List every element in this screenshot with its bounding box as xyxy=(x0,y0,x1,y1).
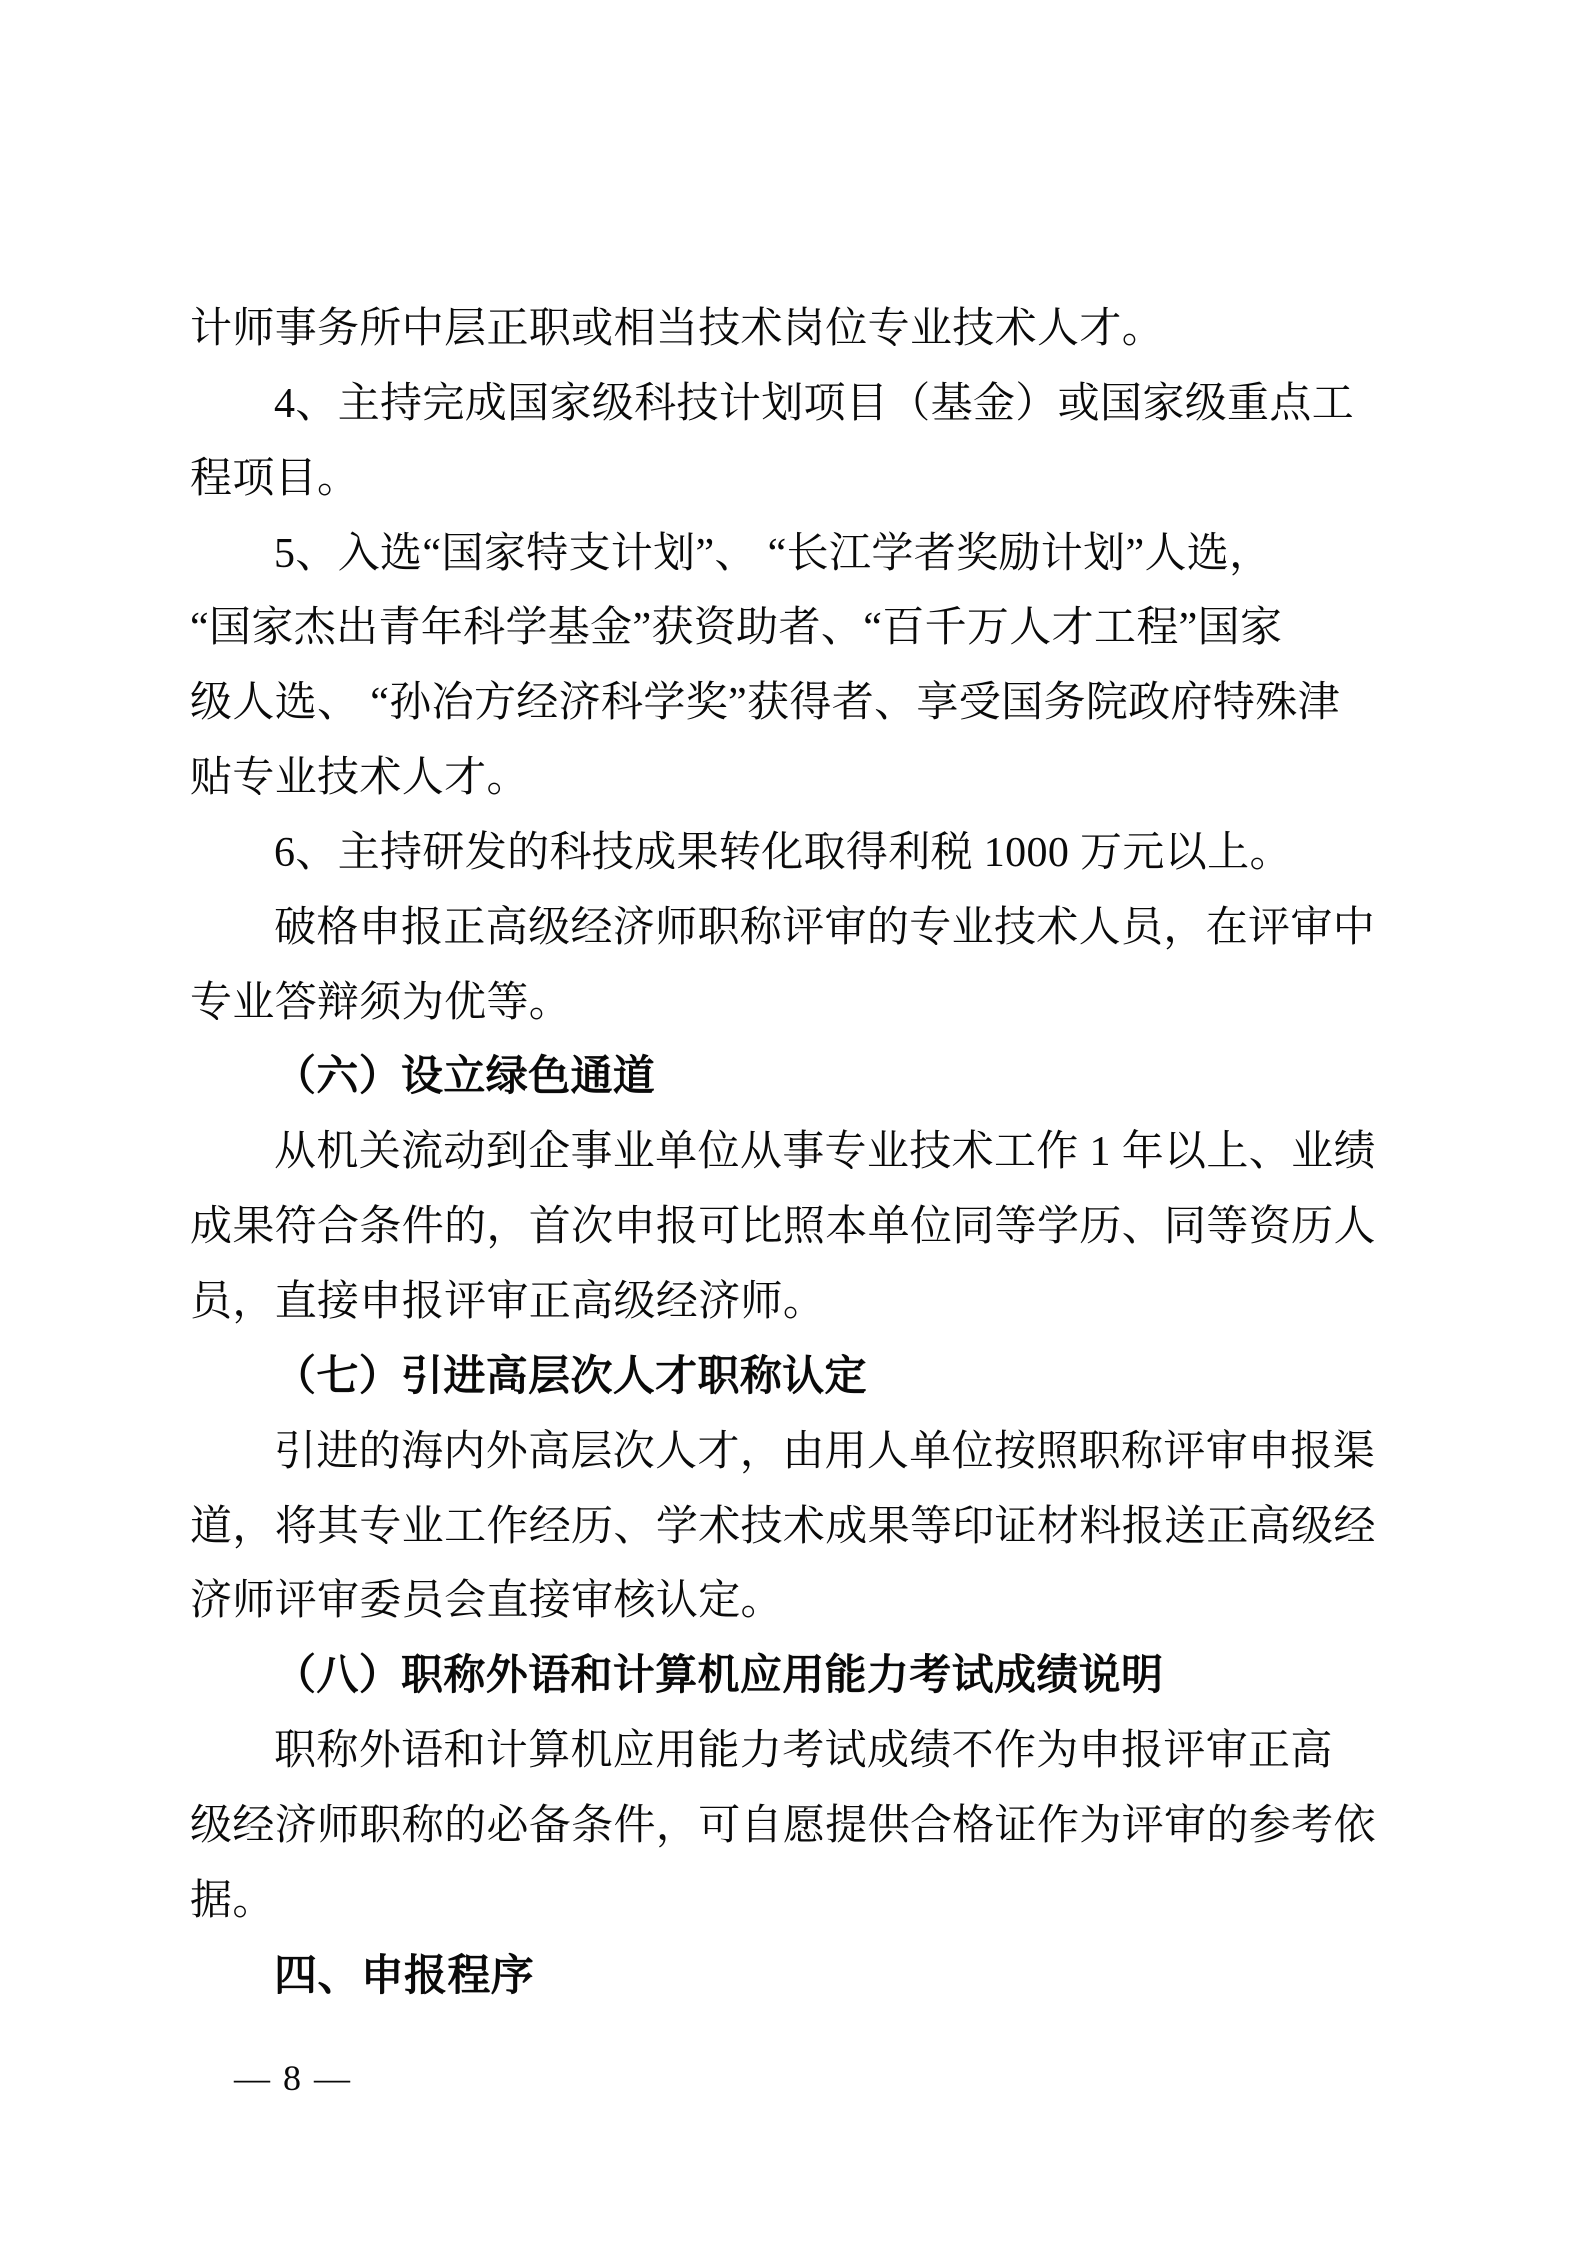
text-line: 成果符合条件的，首次申报可比照本单位同等学历、同等资历人 xyxy=(190,1204,1376,1251)
section-heading-line: 四、申报程序 xyxy=(274,1951,535,2000)
text-line: 破格申报正高级经济师职称评审的专业技术人员，在评审中 xyxy=(274,904,1376,951)
text-line: 引进的海内外高层次人才，由用人单位按照职称评审申报渠 xyxy=(274,1428,1376,1475)
text-line: 济师评审委员会直接审核认定。 xyxy=(190,1578,783,1625)
text-line: “国家杰出青年科学基金”获资助者、“百千万人才工程”国家 xyxy=(190,605,1283,652)
text-line: 从机关流动到企事业单位从事专业技术工作 1 年以上、业绩 xyxy=(274,1129,1376,1176)
section-heading-line: （八）职称外语和计算机应用能力考试成绩说明 xyxy=(274,1653,1164,1700)
text-line: 4、主持完成国家级科技计划项目（基金）或国家级重点工 xyxy=(274,380,1355,427)
document-body xyxy=(190,292,1450,2013)
text-line: 贴专业技术人才。 xyxy=(190,755,529,802)
text-line: 级人选、 “孙冶方经济科学奖”获得者、享受国务院政府特殊津 xyxy=(190,680,1340,727)
section-heading-line: （七）引进高层次人才职称认定 xyxy=(274,1353,867,1400)
text-line: 程项目。 xyxy=(190,455,360,502)
text-line: 专业答辩须为优等。 xyxy=(190,979,572,1026)
text-line: 员，直接申报评审正高级经济师。 xyxy=(190,1278,826,1325)
text-line: 5、入选“国家特支计划”、 “长江学者奖励计划”人选， xyxy=(274,530,1272,577)
text-line: 计师事务所中层正职或相当技术岗位专业技术人才。 xyxy=(190,306,1165,352)
text-line: 级经济师职称的必备条件，可自愿提供合格证作为评审的参考依 xyxy=(190,1802,1376,1849)
page-number: — 8 — xyxy=(234,2058,352,2098)
section-heading-line: （六）设立绿色通道 xyxy=(274,1054,656,1101)
text-line: 6、主持研发的科技成果转化取得利税 1000 万元以上。 xyxy=(274,829,1292,876)
text-line: 据。 xyxy=(190,1877,275,1924)
text-line: 道，将其专业工作经历、学术技术成果等印证材料报送正高级经 xyxy=(190,1503,1376,1550)
text-line: 职称外语和计算机应用能力考试成绩不作为申报评审正高 xyxy=(274,1728,1333,1775)
